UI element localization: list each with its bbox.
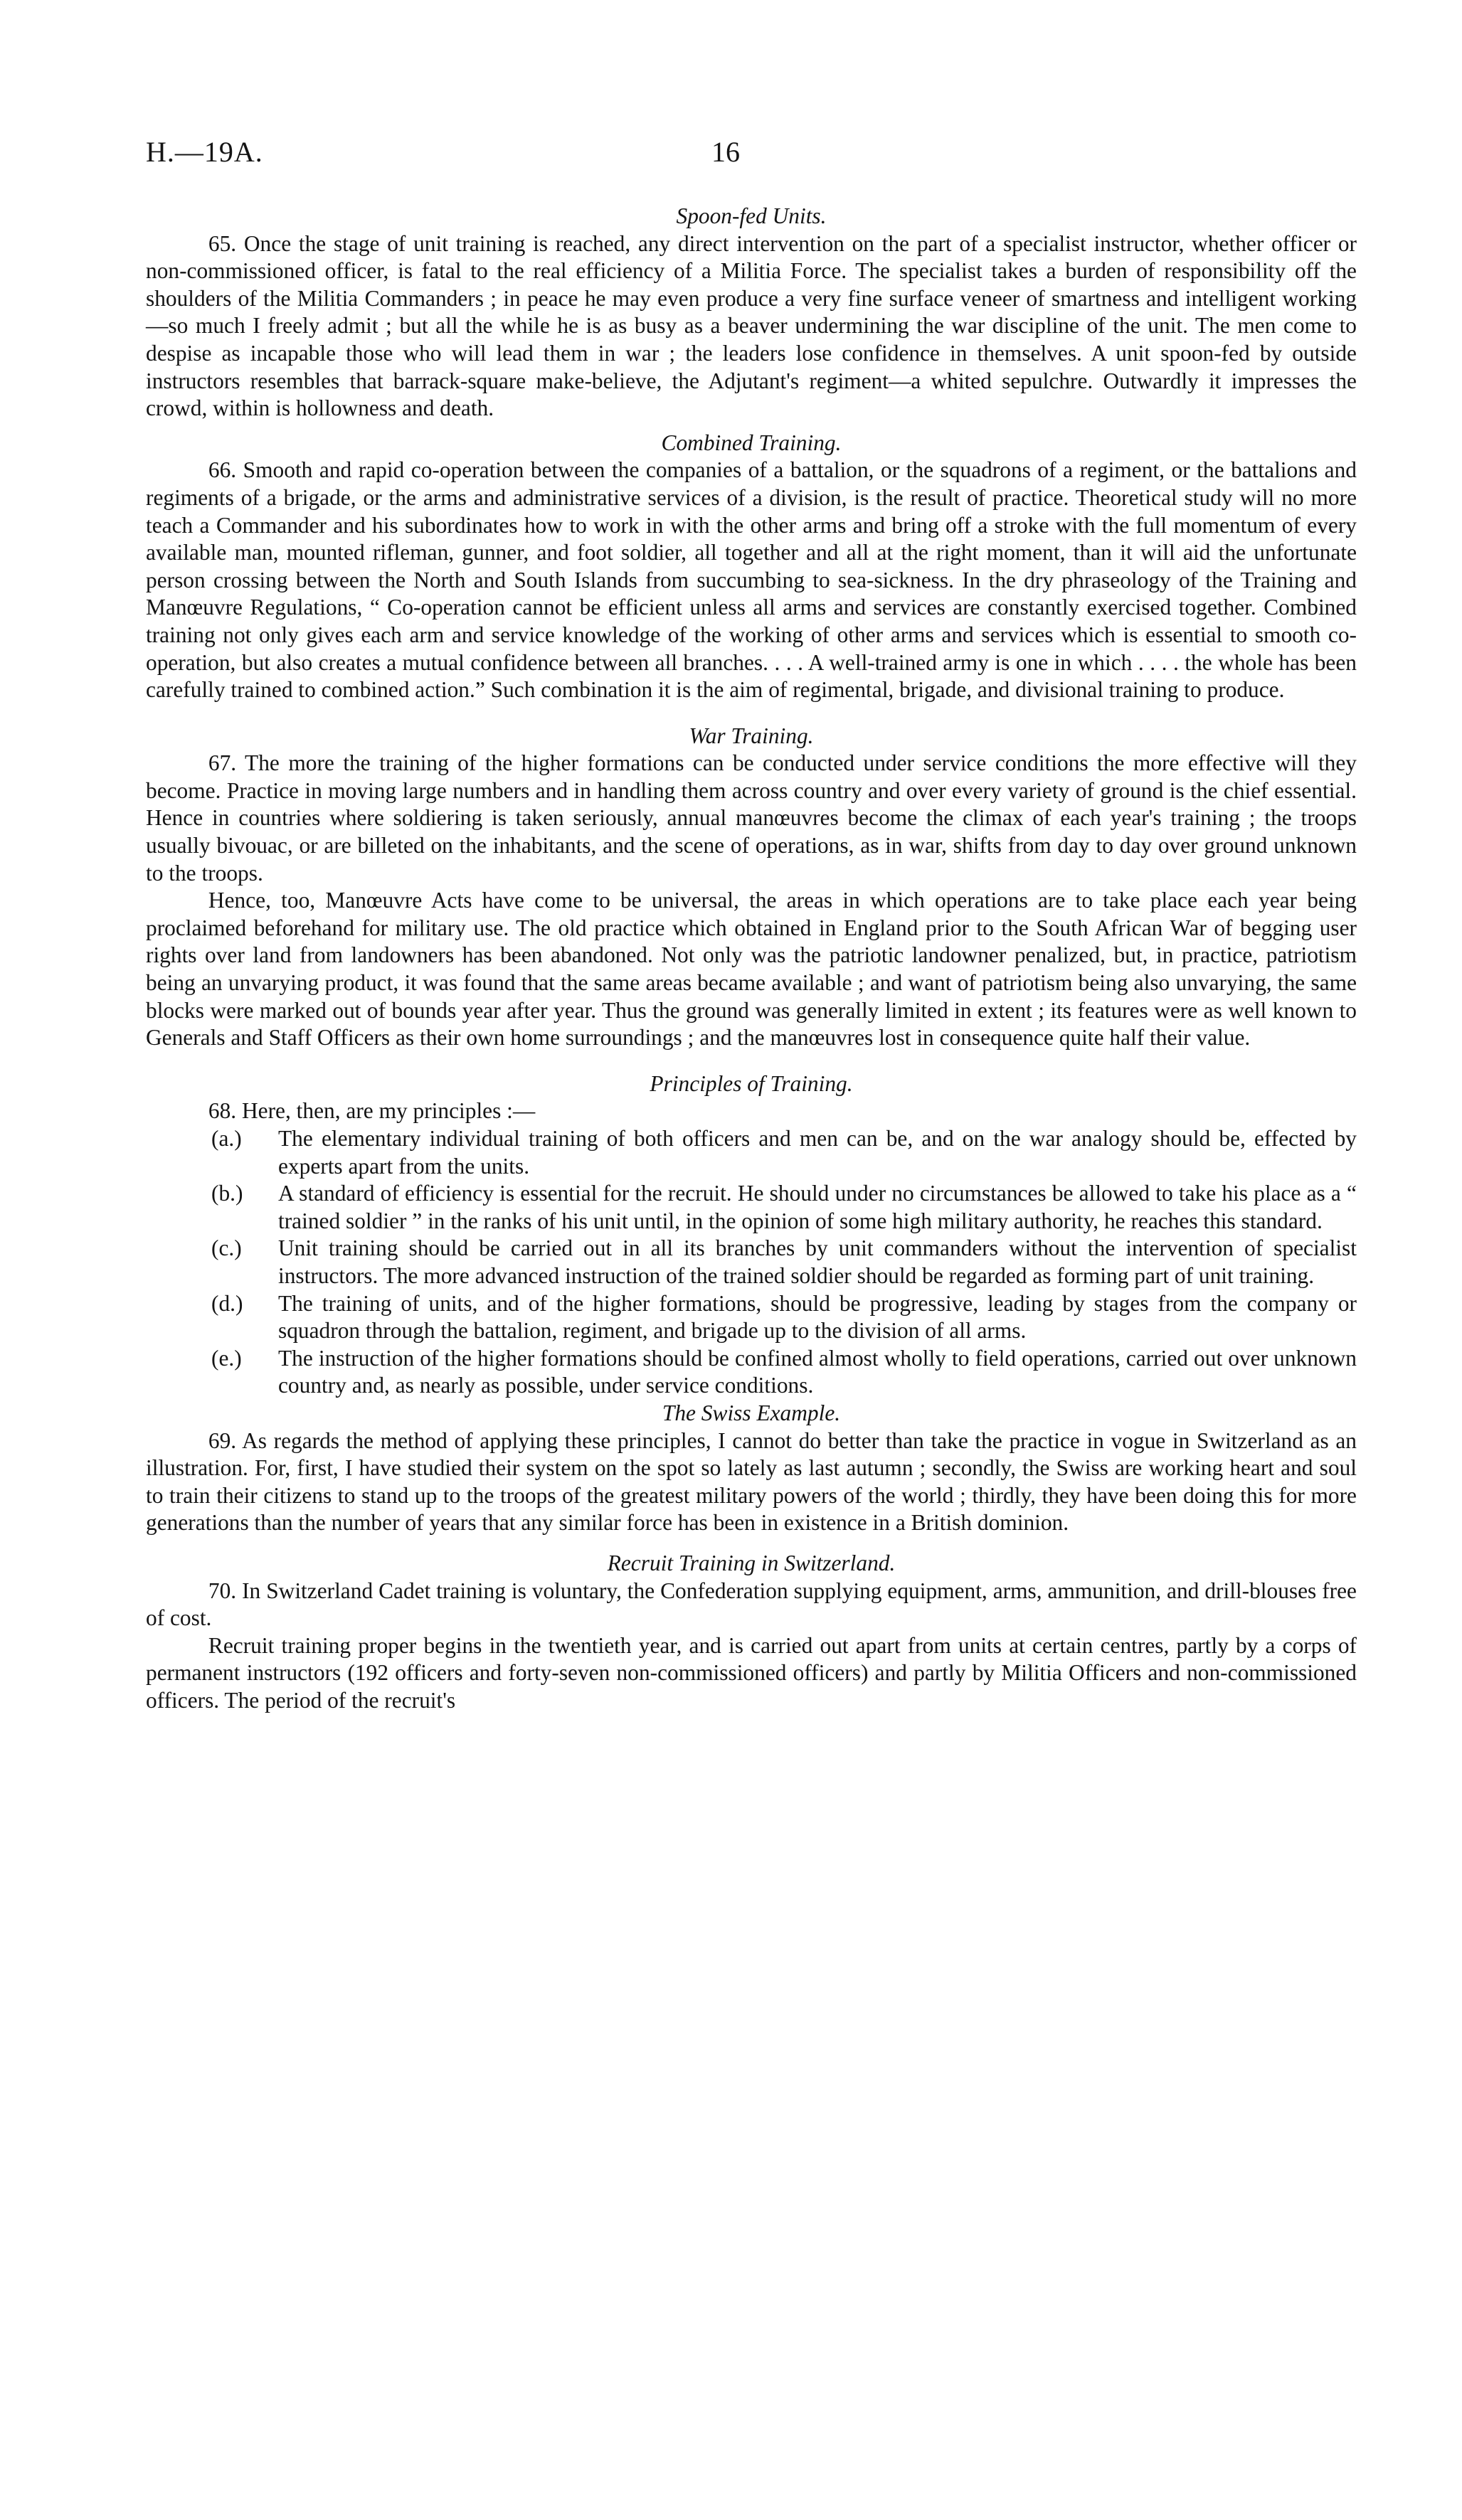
section-heading: Combined Training. <box>661 430 842 455</box>
principle-clause-e <box>146 1345 1357 1400</box>
clause-text: A standard of efficiency is essential for the recruit. He should under no circumstances be allowed to take his place as a “ trained soldier ” in the ranks of his unit until, in the opinion of some high military authority, he reaches this standard. <box>278 1181 1357 1233</box>
paragraph-68: 68. Here, then, are my principles :— <box>208 1098 536 1124</box>
section-spoon-fed-units <box>146 203 1357 422</box>
principles-list <box>146 1125 1357 1400</box>
section-combined-training <box>146 430 1357 704</box>
section-principles-of-training <box>146 1070 1357 1400</box>
paragraph-70: 70. In Switzerland Cadet training is voluntary, the Confederation supplying equipment, arms, ammunition, and drill-blouses free of cost. <box>146 1578 1357 1631</box>
section-heading: The Swiss Example. <box>662 1400 841 1425</box>
section-war-training <box>146 723 1357 1052</box>
clause-label: (a.) <box>211 1126 242 1151</box>
document-reference: H.—19A. <box>146 136 263 168</box>
page-number: 16 <box>711 136 740 168</box>
clause-text: Unit training should be carried out in all its branches by unit commanders without the intervention of specialist instructors. The more advanced instruction of the trained soldier should be regarded as forming part of unit training. <box>278 1235 1357 1288</box>
principle-clause-b <box>146 1180 1357 1235</box>
paragraph-69: 69. As regards the method of applying these principles, I cannot do better than take the practice in vogue in Switzerland as an illustration. For, first, I have studied their system on the spot so lately as last autumn ; secondly, the Swiss are working heart and soul to train their citizens to stand up to the troops of the greatest military powers of the world ; thirdly, they have been doing this for more generations than the number of years that any similar force has been in existence in a British dominion. <box>146 1428 1357 1536</box>
paragraph-65: 65. Once the stage of unit training is reached, any direct intervention on the part of a specialist instructor, whether officer or non-commissioned officer, is fatal to the real efficiency of a Militia Force. The specialist takes a burden of responsibility off the shoulders of the Militia Commanders ; in peace he may even produce a very fine surface veneer of smartness and intelligent working—so much I freely admit ; but all the while he is as busy as a beaver undermining the war discipline of the unit. The men come to despise as incapable those who will lead them in war ; the leaders lose confidence in themselves. A unit spoon-fed by outside instructors resembles that barrack-square make-believe, the Adjutant's regiment—a whited sepulchre. Outwardly it impresses the crowd, within is hollowness and death. <box>146 230 1357 421</box>
section-swiss-example <box>146 1400 1357 1537</box>
section-heading: Principles of Training. <box>650 1070 853 1096</box>
paragraph-67-continued: Hence, too, Manœuvre Acts have come to be universal, the areas in which operations are to take place each year being proclaimed beforehand for military use. The old practice which obtained in England prior to the South African War of begging user rights over land from landowners has been abandoned. Not only was the patriotic landowner penalized, but, in practice, patriotism being an unvarying product, it was found that the same areas became available ; and want of patriotism being also unvarying, the same blocks were marked out of bounds year after year. Thus the ground was generally limited in extent ; its features were as well known to Generals and Staff Officers as their own home surroundings ; and the manœuvres lost in consequence quite half their value. <box>146 888 1357 1051</box>
page-body <box>146 203 1357 1714</box>
paragraph-66: 66. Smooth and rapid co-operation between the companies of a battalion, or the squadrons of a regiment, or the battalions and regiments of a brigade, or the arms and administrative services of a division, is the result of practice. Theoretical study will no more teach a Commander and his subordinates how to work in with the other arms and bring off a stroke with the full momentum of every available man, mounted rifleman, gunner, and foot soldier, all together and all at the right moment, than it will aid the unfortunate person crossing between the North and South Islands from succumbing to sea-sickness. In the dry phraseology of the Training and Manœuvre Regulations, “ Co-operation cannot be efficient unless all arms and services are constantly exercised together. Combined training not only gives each arm and service knowledge of the working of other arms and services which is essential to smooth co-operation, but also creates a mutual confidence between all branches. . . . A well-trained army is one in which . . . . the whole has been carefully trained to combined action.” Such combination it is the aim of regimental, brigade, and divisional training to produce. <box>146 457 1357 703</box>
clause-label: (e.) <box>211 1345 242 1371</box>
clause-text: The training of units, and of the higher formations, should be progressive, leading by stages from the company or squadron through the battalion, regiment, and brigade up to the division of all arms. <box>278 1290 1357 1344</box>
clause-text: The instruction of the higher formations should be confined almost wholly to field operations, carried out over unknown country and, as nearly as possible, under service conditions. <box>278 1345 1357 1398</box>
section-recruit-training-switzerland <box>146 1550 1357 1715</box>
clause-label: (c.) <box>211 1235 242 1261</box>
paragraph-70-continued: Recruit training proper begins in the twentieth year, and is carried out apart from units at certain centres, partly by a corps of permanent instructors (192 officers and forty-seven non-commissioned officers) and partly by Militia Officers and non-commissioned officers. The period of the recruit's <box>146 1632 1357 1713</box>
section-heading: War Training. <box>689 723 814 748</box>
principle-clause-c <box>146 1235 1357 1290</box>
clause-label: (d.) <box>211 1290 243 1316</box>
section-heading: Spoon-fed Units. <box>676 203 827 228</box>
principle-clause-a <box>146 1125 1357 1180</box>
page-header <box>146 135 1355 178</box>
paragraph-67: 67. The more the training of the higher formations can be conducted under service conditions the more effective will they become. Practice in moving large numbers and in handling them across country and over every variety of ground is the chief essential. Hence in countries where soldiering is taken seriously, annual manœuvres become the climax of each year's training ; the troops usually bivouac, or are billeted on the inhabitants, and the scene of operations, as in war, shifts from day to day over ground unknown to the troops. <box>146 750 1357 886</box>
clause-label: (b.) <box>211 1181 243 1206</box>
clause-text: The elementary individual training of both officers and men can be, and on the war analogy should be, effected by experts apart from the units. <box>278 1126 1357 1179</box>
section-heading: Recruit Training in Switzerland. <box>607 1550 896 1575</box>
principle-clause-d <box>146 1290 1357 1345</box>
